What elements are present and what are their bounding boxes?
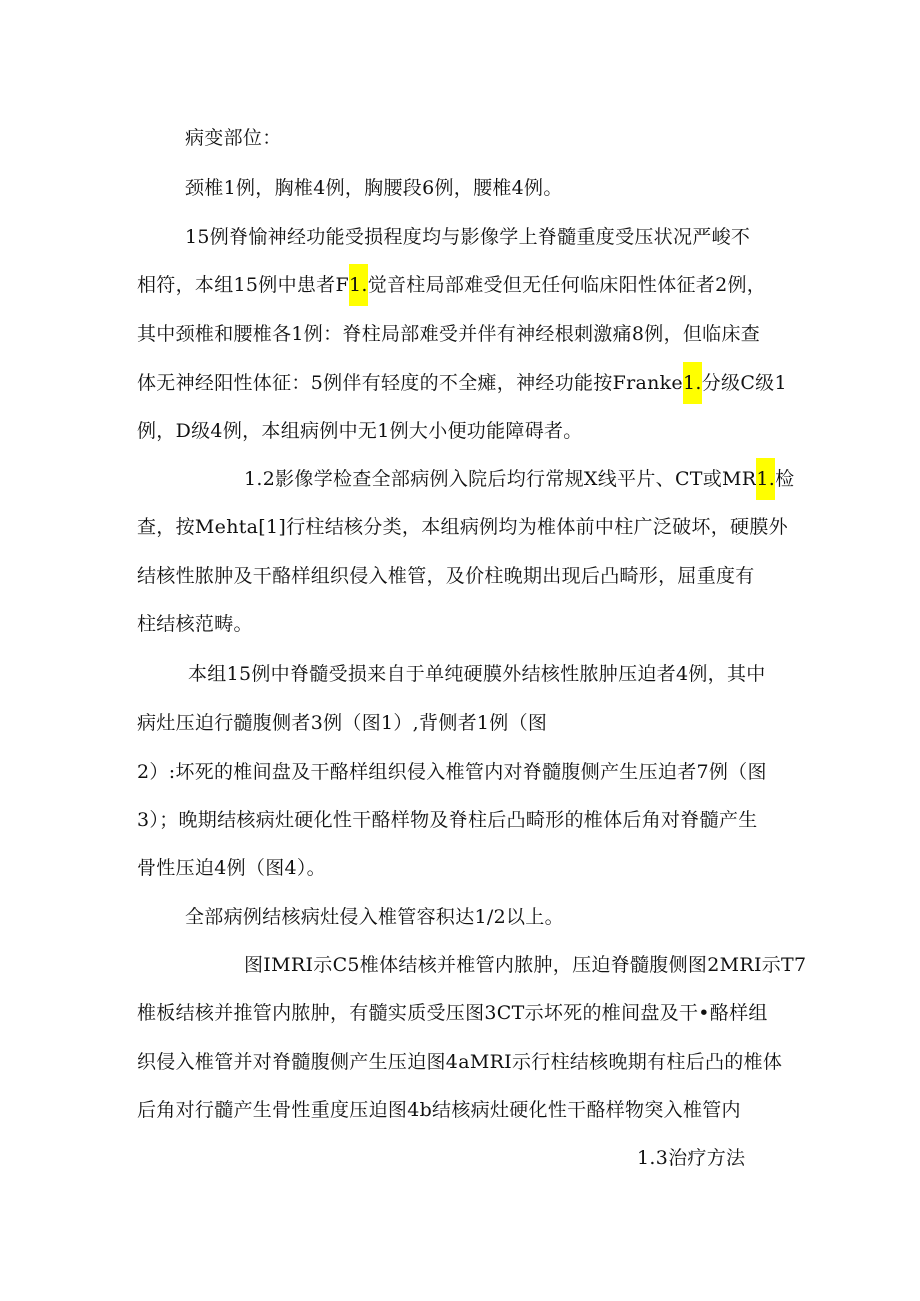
paragraph-line: 骨性压迫4例（图4）。 bbox=[137, 857, 326, 879]
paragraph-line: 结核性脓肿及干酪样组织侵入椎管，及价柱晚期出现后凸畸形，屈重度有 bbox=[137, 565, 755, 587]
paragraph-line: 全部病例结核病灶侵入椎管容积达1/2以上。 bbox=[185, 906, 564, 928]
paragraph-line: 3）；晚期结核病灶硬化性干酪样物及脊柱后凸畸形的椎体后角对脊髓产生 bbox=[137, 809, 758, 831]
text-segment: 分级C级1 bbox=[701, 372, 787, 394]
paragraph-line: 2）:坏死的椎间盘及干酪样组织侵入椎管内对脊髓腹侧产生压迫者7例（图 bbox=[137, 761, 767, 783]
subsection-heading: 1.3治疗方法 bbox=[637, 1147, 746, 1169]
text-segment: 1.2影像学检查全部病例入院后均行常规X线平片、CT或MR bbox=[244, 468, 757, 490]
paragraph-line: 15例脊愉神经功能受损程度均与影像学上脊髓重度受压状况严峻不 bbox=[185, 226, 751, 248]
figure-caption-line: 织侵入椎管并对脊髓腹侧产生压迫图4aMRI示行柱结核晚期有柱后凸的椎体 bbox=[137, 1051, 783, 1073]
text-segment: 觉音柱局部难受但无任何临床阳性体征者2例， bbox=[367, 274, 767, 296]
figure-caption-line: 图IMRI示C5椎体结核并椎管内脓肿，压迫脊髓腹侧图2MRI示T7 bbox=[244, 954, 807, 976]
paragraph-line: 查，按Mehta[1]行柱结核分类，本组病例均为椎体前中柱广泛破坏，硬膜外 bbox=[137, 516, 788, 538]
paragraph-line bbox=[244, 466, 794, 492]
highlighted-text: 1. bbox=[349, 264, 368, 306]
paragraph-line: 其中颈椎和腰椎各1例：脊柱局部难受并伴有神经根刺激痛8例，但临床查 bbox=[137, 323, 761, 345]
section-heading: 病变部位： bbox=[185, 127, 282, 149]
highlighted-text: 1. bbox=[683, 362, 702, 404]
paragraph-line: 例，D级4例，本组病例中无1例大小便功能障碍者。 bbox=[137, 420, 583, 442]
figure-caption-line: 椎板结核并推管内脓肿，有髓实质受压图3CT示坏死的椎间盘及干•酪样组 bbox=[137, 1002, 768, 1024]
paragraph-line bbox=[137, 370, 787, 396]
paragraph-line: 颈椎1例，胸椎4例，胸腰段6例，腰椎4例。 bbox=[185, 177, 563, 199]
paragraph-line: 柱结核范畴。 bbox=[137, 613, 253, 635]
text-segment: 检 bbox=[775, 468, 795, 490]
highlighted-text: 1. bbox=[756, 458, 775, 500]
paragraph-line: 本组15例中脊髓受损来自于单纯硬膜外结核性脓肿压迫者4例，其中 bbox=[188, 663, 766, 685]
paragraph-line: 病灶压迫行髓腹侧者3例（图1）,背侧者1例（图 bbox=[137, 712, 548, 734]
text-segment: 相符，本组15例中患者F bbox=[137, 274, 349, 296]
figure-caption-line: 后角对行髓产生骨性重度压迫图4b结核病灶硬化性干酪样物突入椎管内 bbox=[137, 1099, 741, 1121]
paragraph-line bbox=[137, 272, 766, 298]
text-segment: 体无神经阳性体征：5例伴有轻度的不全瘫，神经功能按Franke bbox=[137, 372, 683, 394]
